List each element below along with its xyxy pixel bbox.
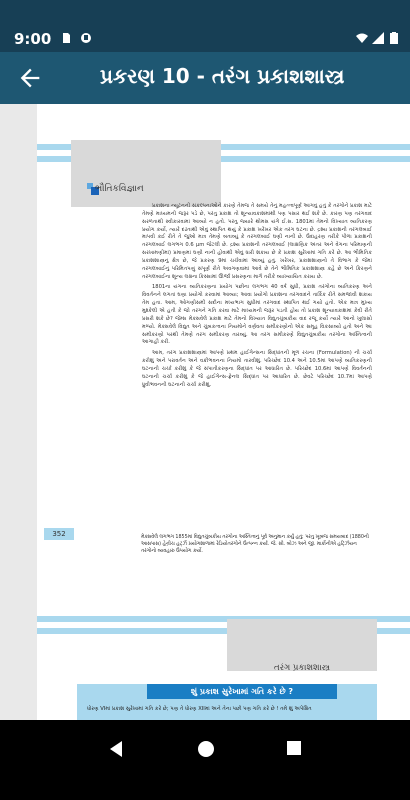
navigation-bar (0, 720, 410, 800)
question-box (77, 684, 377, 720)
paragraph: 1801ના યંગના વ્યતિકરણના પ્રયોગ પછીના લગભગ 40 વર્ષ સુધી, પ્રકાશ તરંગોના વ્યતિકરણ અને વિવર્તનને લગતાં ઘણા પ્રયોગો કરવામાં આવ્યા; આવા પ્રયોગો પ્રકાશના તરંગવાદને તાર્કિક રીતે સમજાવી શકાય તેમ હતા. આમ, ઓગણીસમી સદીના મધ્યભાગ સુધીમાં તરંગવાદ સ્થાપિત થઈ ગયો હતો. એક માત્ર મુખ્ય મુશ્કેલી એ હતી કે જો તરંગને ગતિ કરવા માટે માધ્યમની જરૂર પડતી હોય તો પ્રકાશ શૂન્યાવકાશમાં કેવી રીતે પ્રસરી શકે છે? જેમ્સ મેક્સવેલે પ્રકાશ માટે તેમનો વિખ્યાત વિદ્યુતચુંબકીય વાદ રજૂ કર્યો ત્યારે આનો ખુલાસો મળ્યો. મેક્સવેલે વિદ્યુત અને ચુંબકત્વના નિયમોને વર્ણવતા સમીકરણોનો એક સમૂહ વિકસાવ્યો હતો અને આ સમીકરણો પરથી તેમણે તરંગ સમીકરણ તારવ્યું. આ તરંગ સમીકરણે વિદ્યુતચુંબકીય તરંગોના અસ્તિત્વની આગાહી કરી. (142, 284, 372, 346)
question-text: ધોરણ VIમાં પ્રકાશ સુરેખામાં ગતિ કરે છે; પણ તે ધોરણ XIIમાં અને તેના પછી પણ ગતિ કરે છે ! તમે શું અપેક્ષિત (87, 706, 312, 712)
notification-icon (80, 32, 92, 44)
next-page-title: તરંગ પ્રકાશશાસ્ત્ર (273, 663, 331, 673)
question-label: શું પ્રકાશ સુરેખામાં ગતિ કરે છે ? (147, 684, 337, 699)
cell-signal-icon (372, 32, 384, 44)
status-time: 9:00 (14, 30, 52, 48)
page-title: પ્રકરણ 10 - તરંગ પ્રકાશશાસ્ત્ર (100, 64, 345, 88)
wifi-icon (356, 32, 368, 44)
section-header-block (71, 140, 221, 207)
nav-back-icon[interactable] (108, 740, 124, 758)
footnote: મેક્સવેલે લગભગ 1855માં વિદ્યુતચુંબકીય તરંગોના અસ્તિત્વનું પૂર્વ અનુમાન કર્યું હતું; પરંતુ ખૂબજ સમયબાદ (1880ની આસપાસ) હેન્રીચ હર્ટ્ઝે પ્રયોગશાળામાં રેડિયોતરંગોને ઉત્પન્ન કર્યા. જે. સી. બોઝ અને જી. માર્કોનીએ હર્ટ્ઝિયન તરંગોનો વ્યવહારુ ઉપયોગ કર્યો. (141, 535, 369, 554)
nav-home-icon[interactable] (197, 740, 215, 758)
battery-icon (390, 32, 398, 44)
document-viewer[interactable] (0, 104, 410, 720)
body-text (142, 203, 372, 392)
paragraph: પ્રકાશના ન્યૂટનની સંકલ્પનાઓને કારણે તેમજ તે સમયે તેનું મહત્ત્વપૂર્ણ આગવું હતું કે તરંગોને પ્રકાશ માટે તેમણે માધ્યમની જરૂર પડે છે, પરંતુ પ્રકાશ તો શૂન્યાવકાશમાંથી પણ પસાર થઈ શકે છે. કારણ પણ તરંગવાદ સરળતાથી સ્વીકારવામાં આવ્યો ન હતો. પરંતુ જ્યારે થોમસ યંગે ઈ.સ. 1801માં તેમનો વિખ્યાત વ્યતિકરણ પ્રયોગ કર્યો, ત્યારે દઢતાથી એવું સ્થાપિત થયું કે પ્રકાશ ખરેખર એક તરંગ ઘટના છે. દ્રશ્ય પ્રકાશની તરંગલંબાઈ માપવી કઈ રીતે તે જુઓ માત્ર તેમણે બતાવ્યું કે તરંગલંબાઈ ઘણી નાની છે. ઉદાહરણ તરીકે પીળા પ્રકાશની તરંગલંબાઈ લગભગ 0.6 μm જેટલી છે. દ્રશ્ય પ્રકાશની તરંગલંબાઈ (લાક્ષણિક અંતર અને વેગના પરિમાણની સરખામણીમાં) પ્રમાણમાં ઘણી નાની હોવાથી એવું ધારી શકાય છે કે પ્રકાશ સુરેખામાં ગતિ કરે છે. આ ભૌમિતિક પ્રકાશશાસ્ત્રનું ક્ષેત્ર છે, જે પ્રકરણ 9માં ચર્ચવામાં આવ્યું હતું. ખરેખર, પ્રકાશશાસ્ત્રનો તે વિભાગ કે જેમાં તરંગલંબાઈનું પરિમિતપણું સંપૂર્ણ રીતે અવગણવામાં આવે છે તેને ભૌમિતિક પ્રકાશશાસ્ત્ર કહે છે અને કિરણને તરંગલંબાઈના શૂન્ય લક્ષના કિસ્સામાં ઊર્જા પ્રસરણના માર્ગ તરીકે વ્યાખ્યાયિત કરાય છે. (142, 203, 372, 280)
section-label: ભૌતિકવિજ્ઞાન (95, 184, 144, 194)
paragraph: આમ, તરંગ પ્રકાશશાસ્ત્રમાં આપણે પ્રથમ હાઈગેન્સના સિદ્ધાંતની મૂળ રચના (Formulation) ની ચર્ચા કરીશું અને પરાવર્તન અને વક્રીભવનના નિયમો તારવીશું. પરિચ્છેદ 10.4 અને 10.5માં આપણે વ્યતિકરણની ઘટનાની ચર્ચા કરીશું કે જે સંપાતીકરણના સિદ્ધાંત પર આધારિત છે. પરિચ્છેદ 10.6માં આપણે વિવર્તનની ઘટનાની ચર્ચા કરીશું કે જે હાઈગેન્સ-ફ્રેનલ સિદ્ધાંત પર આધારિત છે. છેવટે પરિચ્છેદ 10.7માં આપણે ધ્રુવીભવનની ઘટનાની ચર્ચા કરીશું. (142, 350, 372, 388)
back-arrow-icon[interactable] (16, 64, 44, 92)
page-top-margin (37, 104, 410, 142)
status-bar (0, 0, 410, 52)
page-number: 352 (44, 528, 74, 540)
nav-recents-icon[interactable] (286, 740, 302, 756)
sd-card-icon (60, 32, 72, 44)
app-bar (0, 52, 410, 104)
textbook-page (37, 104, 410, 720)
